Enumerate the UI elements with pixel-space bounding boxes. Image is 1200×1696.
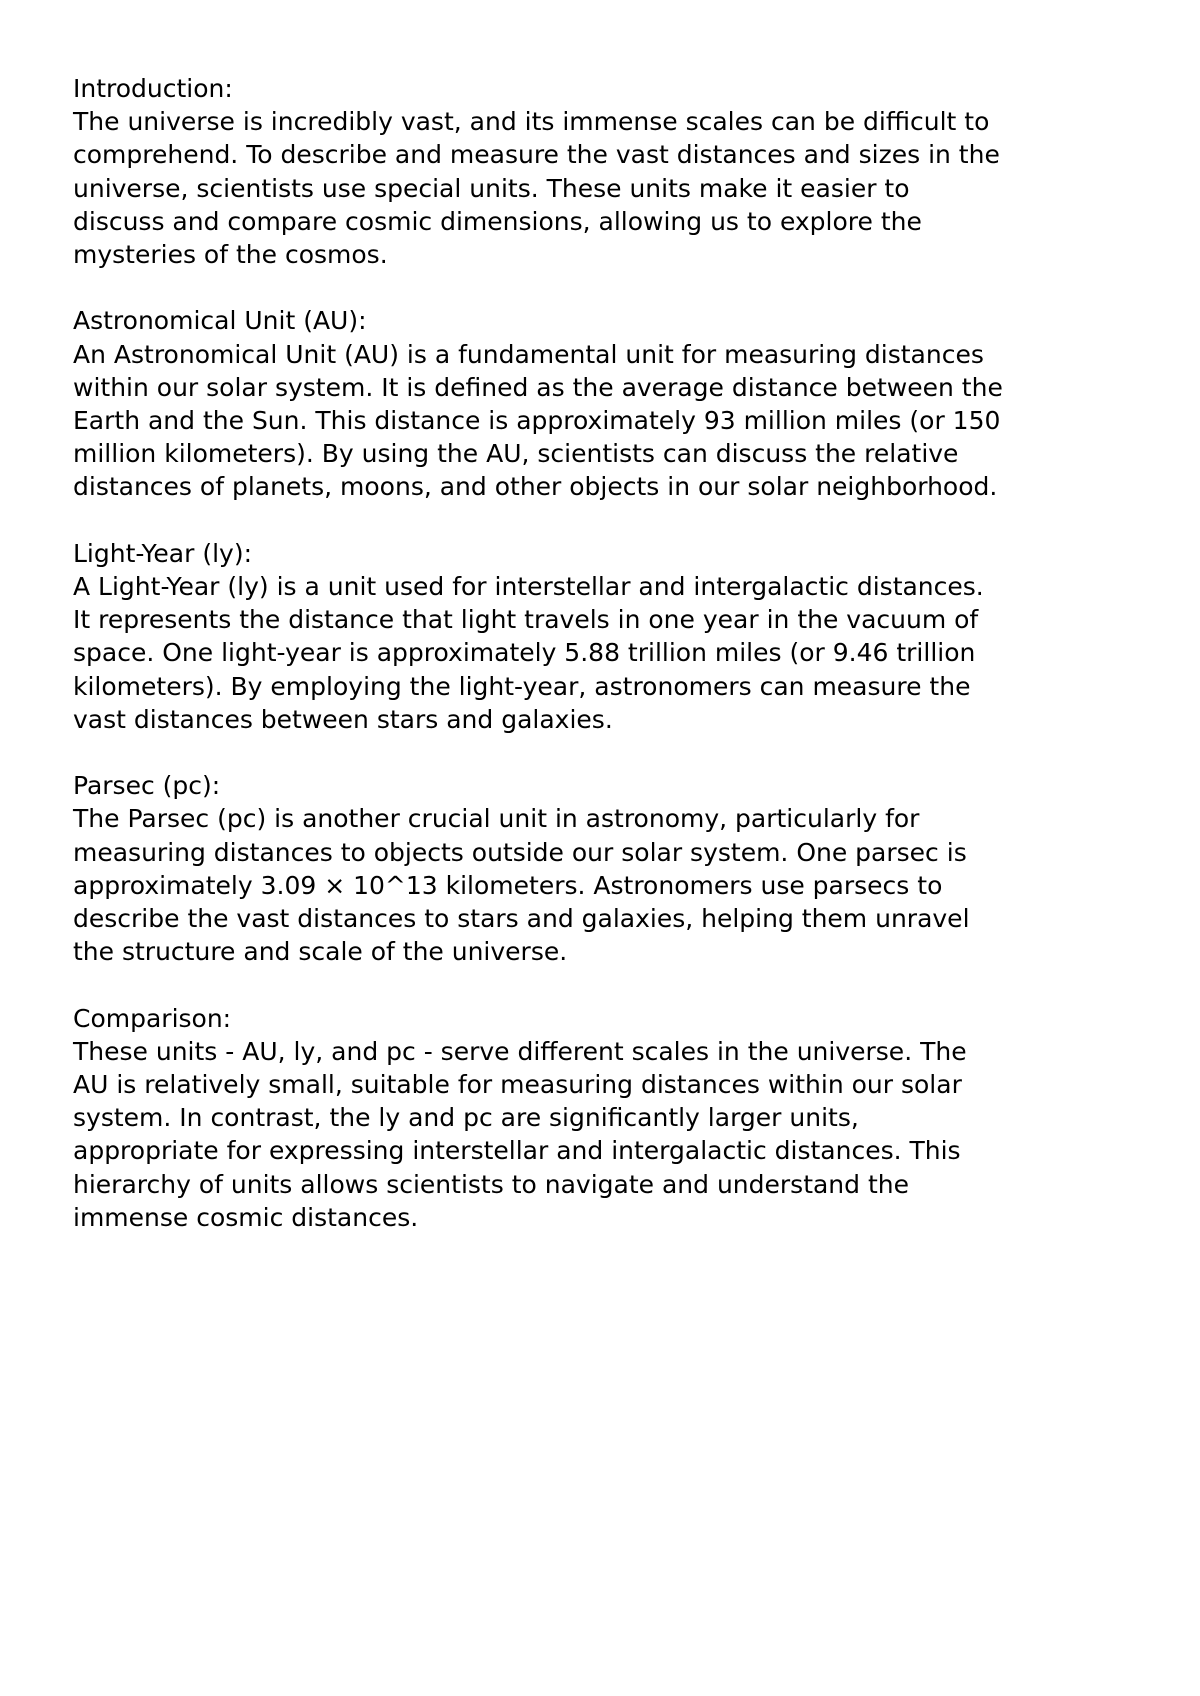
section-light-year xyxy=(73,537,1163,736)
paragraph-line: kilometers). By employing the light-year, astronomers can measure the xyxy=(73,671,971,701)
section-heading: Light-Year (ly): xyxy=(73,538,252,568)
paragraph-line: The Parsec (pc) is another crucial unit in astronomy, particularly for xyxy=(73,804,920,834)
paragraph-line: space. One light-year is approximately 5.88 trillion miles (or 9.46 trillion xyxy=(73,638,976,668)
paragraph-line: vast distances between stars and galaxies. xyxy=(73,704,613,734)
paragraph-line: system. In contrast, the ly and pc are significantly larger units, xyxy=(73,1103,859,1133)
paragraph-line: immense cosmic distances. xyxy=(73,1202,419,1232)
document-page xyxy=(73,72,1163,1267)
paragraph-line: mysteries of the cosmos. xyxy=(73,240,388,270)
paragraph-line: These units - AU, ly, and pc - serve different scales in the universe. The xyxy=(73,1036,967,1066)
paragraph-line: AU is relatively small, suitable for measuring distances within our solar xyxy=(73,1070,962,1100)
section-heading: Comparison: xyxy=(73,1003,232,1033)
paragraph-line: million kilometers). By using the AU, scientists can discuss the relative xyxy=(73,439,959,469)
paragraph-line: appropriate for expressing interstellar and intergalactic distances. This xyxy=(73,1136,961,1166)
paragraph-line: distances of planets, moons, and other objects in our solar neighborhood. xyxy=(73,472,998,502)
paragraph-line: Earth and the Sun. This distance is approximately 93 million miles (or 150 xyxy=(73,406,1001,436)
paragraph-line: hierarchy of units allows scientists to navigate and understand the xyxy=(73,1169,909,1199)
paragraph-line: An Astronomical Unit (AU) is a fundamental unit for measuring distances xyxy=(73,339,984,369)
paragraph-line: The universe is incredibly vast, and its immense scales can be difficult to xyxy=(73,107,990,137)
section-astronomical-unit xyxy=(73,304,1163,503)
paragraph-line: A Light-Year (ly) is a unit used for interstellar and intergalactic distances. xyxy=(73,572,984,602)
section-heading: Astronomical Unit (AU): xyxy=(73,306,367,336)
section-comparison xyxy=(73,1002,1163,1234)
section-heading: Parsec (pc): xyxy=(73,771,221,801)
paragraph-line: comprehend. To describe and measure the vast distances and sizes in the xyxy=(73,140,1000,170)
paragraph-line: measuring distances to objects outside our solar system. One parsec is xyxy=(73,837,967,867)
section-heading: Introduction: xyxy=(73,74,233,103)
paragraph-line: discuss and compare cosmic dimensions, allowing us to explore the xyxy=(73,206,922,236)
section-introduction xyxy=(73,72,1163,271)
section-parsec xyxy=(73,769,1163,968)
paragraph-line: universe, scientists use special units. These units make it easier to xyxy=(73,173,910,203)
paragraph-line: the structure and scale of the universe. xyxy=(73,937,568,967)
paragraph-line: describe the vast distances to stars and galaxies, helping them unravel xyxy=(73,904,970,934)
paragraph-line: approximately 3.09 × 10^13 kilometers. Astronomers use parsecs to xyxy=(73,870,943,900)
paragraph-line: within our solar system. It is defined as the average distance between the xyxy=(73,372,1003,402)
paragraph-line: It represents the distance that light travels in one year in the vacuum of xyxy=(73,605,979,635)
